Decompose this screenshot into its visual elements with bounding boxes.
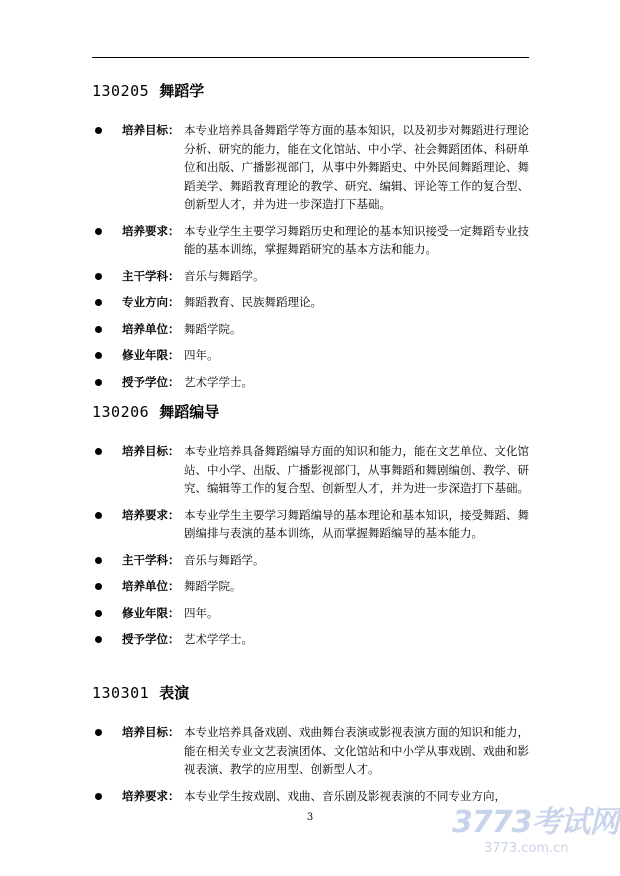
list-item	[92, 723, 532, 779]
list-item	[92, 222, 532, 259]
item-text: 艺术学学士。	[184, 632, 253, 646]
section-title	[92, 81, 532, 101]
section-title	[92, 683, 532, 703]
bullet-icon	[95, 299, 102, 306]
section-name: 舞蹈编导	[159, 403, 220, 421]
bullet-icon	[95, 127, 102, 134]
section-code: 130301	[92, 684, 150, 702]
item-text: 本专业培养具备舞蹈编导方面的知识和能力，能在文艺单位、文化馆站、中小学、出版、广播影视部门，从事舞蹈和舞剧编创、教学、研究、编辑等工作的复合型、创新型人才，并为进一步深造打下基础。	[184, 444, 529, 495]
bullet-icon	[95, 352, 102, 359]
watermark	[452, 805, 619, 872]
list-item	[92, 787, 532, 806]
item-label: 培养目标：	[122, 725, 180, 739]
header-rule	[92, 57, 529, 58]
item-text: 本专业学生按戏剧、戏曲、音乐剧及影视表演的不同专业方向，	[184, 788, 506, 803]
list-item	[92, 346, 532, 365]
item-label: 培养单位：	[122, 579, 180, 593]
section	[92, 81, 532, 399]
item-text: 舞蹈学院。	[184, 579, 242, 593]
watermark-url: 3773.com.cn	[484, 841, 569, 856]
item-label: 授予学位：	[122, 632, 180, 646]
list-item	[92, 577, 532, 596]
item-label: 培养目标：	[122, 123, 180, 137]
item-text: 舞蹈学院。	[184, 321, 242, 336]
bullet-icon	[95, 793, 102, 800]
item-label: 培养目标：	[122, 444, 180, 458]
list-item	[92, 630, 532, 649]
item-label: 培养要求：	[122, 507, 180, 522]
watermark-logo: 3773考试网	[452, 805, 619, 840]
item-label: 修业年限：	[122, 605, 180, 620]
item-label: 修业年限：	[122, 348, 180, 362]
bullet-icon	[95, 610, 102, 617]
item-label: 培养要求：	[122, 788, 180, 803]
item-text: 本专业学生主要学习舞蹈历史和理论的基本知识接受一定舞蹈专业技能的基本训练，掌握舞蹈研究的基本方法和能力。	[184, 223, 529, 256]
bullet-icon	[95, 636, 102, 643]
section-name: 舞蹈学	[159, 82, 205, 100]
item-label: 专业方向：	[122, 295, 180, 309]
bullet-icon	[95, 729, 102, 736]
bullet-icon	[95, 228, 102, 235]
section-title	[92, 402, 532, 422]
bullet-icon	[95, 326, 102, 333]
section-code: 130206	[92, 403, 150, 421]
item-label: 授予学位：	[122, 374, 180, 389]
list-item	[92, 320, 532, 339]
item-text: 音乐与舞蹈学。	[184, 268, 265, 283]
list-item	[92, 442, 532, 498]
item-label: 主干学科：	[122, 268, 180, 283]
section	[92, 402, 532, 657]
list-item	[92, 604, 532, 623]
bullet-icon	[95, 583, 102, 590]
section-name: 表演	[159, 684, 190, 702]
item-text: 四年。	[184, 348, 219, 362]
list-item	[92, 373, 532, 392]
section	[92, 683, 532, 813]
item-label: 主干学科：	[122, 552, 180, 567]
list-item	[92, 551, 532, 570]
list-item	[92, 293, 532, 312]
list-item	[92, 506, 532, 543]
item-text: 本专业培养具备舞蹈学等方面的基本知识，以及初步对舞蹈进行理论分析、研究的能力，能在文化馆站、中小学、社会舞蹈团体、科研单位和出版、广播影视部门，从事中外舞蹈史、中外民间舞蹈理论、舞蹈美学、舞蹈教育理论的教学、研究、编辑、评论等工作的复合型、创新型人才，并为进一步深造打下基础。	[184, 123, 529, 211]
item-list	[92, 723, 532, 805]
item-text: 舞蹈教育、民族舞蹈理论。	[184, 295, 322, 309]
item-label: 培养单位：	[122, 321, 180, 336]
item-list	[92, 121, 532, 391]
page-number: 3	[306, 812, 314, 823]
bullet-icon	[95, 512, 102, 519]
bullet-icon	[95, 379, 102, 386]
item-text: 四年。	[184, 605, 219, 620]
item-text: 音乐与舞蹈学。	[184, 552, 265, 567]
item-text: 艺术学学士。	[184, 374, 253, 389]
item-list	[92, 442, 532, 649]
list-item	[92, 121, 532, 214]
bullet-icon	[95, 557, 102, 564]
item-text: 本专业培养具备戏剧、戏曲舞台表演或影视表演方面的知识和能力，能在相关专业文艺表演团体、文化馆站和中小学从事戏剧、戏曲和影视表演、教学的应用型、创新型人才。	[184, 725, 529, 776]
bullet-icon	[95, 448, 102, 455]
bullet-icon	[95, 273, 102, 280]
section-code: 130205	[92, 82, 150, 100]
item-label: 培养要求：	[122, 223, 180, 238]
item-text: 本专业学生主要学习舞蹈编导的基本理论和基本知识，接受舞蹈、舞剧编排与表演的基本训练，从而掌握舞蹈编导的基本能力。	[184, 507, 529, 540]
list-item	[92, 267, 532, 286]
